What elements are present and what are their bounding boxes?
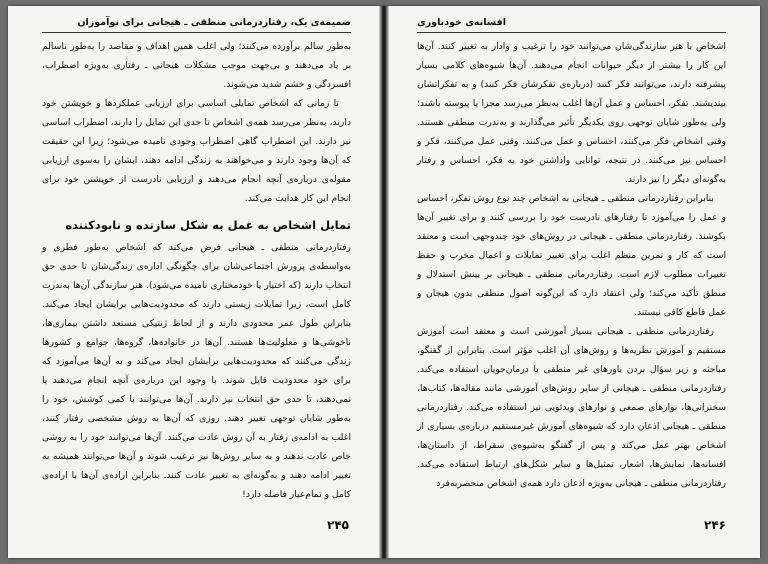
book-gutter xyxy=(379,6,389,558)
paragraph: بنابراین رفتاردرمانی منطقی ـ هیجانی به اشخاص چند نوع روش تفکر، احساس و عمل را می‌آموزد تا رفتارهای نادرست خود را بررسی کنند و برای تغییر آن‌ها بکوشند. رفتاردرمانی منطقی ـ هیجانی در روش‌های خود چندوجهی است و معتقد است که کار و تمرین منظم اغلب برای تغییر تمایلات و اعمال مخرب و حفظ تغییرات مطلوب لازم است. رفتاردرمانی منطقی ـ هیجانی بر بینش استدلال و منطق تأکید می‌کند؛ ولی اعتقاد دارد که این‌گونه اصول منطقی بدون هیجان و عمل قاطع کافی نیستند. xyxy=(417,193,726,318)
page-number: ۲۴۶ xyxy=(704,518,726,532)
book-spread xyxy=(8,6,760,558)
left-page xyxy=(8,6,379,558)
paragraph: رفتاردرمانی منطقی ـ هیجانی بسیار آموزشی است و معتقد است آموزش مستقیم و آموزش نظریه‌ها و روش‌های آن اغلب مؤثر است. بنابراین از گفتگو، مباحثه و زیر سؤال بردن باورهای غیر منطقی با درمان‌جویان استفاده می‌کند. رفتاردرمانی منطقی ـ هیجانی از سایر روش‌های آموزشی مانند مقاله‌ها، کتاب‌ها، سخنرانی‌ها، نوارهای صمعی و نوارهای ویدئویی نیز استفاده می‌کند. رفتاردرمانی منطقی ـ هیجانی اذعان دارد که شیوه‌های آموزش غیرمستقیم درباره‌ی بسیاری از اشخاص بهتر عمل می‌کند و پس از گفتگو به‌شیوه‌ی سقراط، از داستان‌ها، افسانه‌ها، نمایش‌ها، اشعار، تمثیل‌ها و سایر شکل‌های ارتباط استفاده می‌کند. رفتاردرمانی منطقی ـ هیجانی به‌ویژه اذعان دارد همه‌ی اشخاص منحصربه‌فرد xyxy=(417,326,726,489)
page-body xyxy=(417,37,726,493)
page-body xyxy=(42,37,351,504)
paragraph: اشخاص با هنر سازندگی‌شان می‌توانند خود را ترغیب و وادار به تغییر کنند. آن‌ها این کار را بیشتر از دیگر حیوانات انجام می‌دهند. آن‌ها شیوه‌های کلامی بسیار پیشرفته دارند، می‌توانند فکر کنند (درباره‌ی تفکرشان فکر کنند) و به تفکراتشان بیندیشند. تفکر، احساس و عمل آن‌ها اغلب به‌نظر می‌رسد مجزا یا پیوسته باشند؛ ولی به‌طور شایان توجهی روی یکدیگر تأثیر می‌گذارند و به‌ندرت منطقی هستند. وقتی اشخاص فکر می‌کنند، احساس و عمل می‌کنند. وقتی عمل می‌کنند، فکر و احساس نیز می‌کنند. در نتیجه، توانایی واداشتن خود به فکر، احساس و رفتار به‌گونه‌ای دیگر را نیز دارند. xyxy=(417,41,726,185)
page-number: ۲۴۵ xyxy=(327,518,349,532)
running-head: افسانه‌ی خودباوری xyxy=(417,16,726,33)
paragraph: به‌طور سالم برآورده می‌کنند؛ ولی اغلب همین اهداف و مقاصد را به‌طور ناسالم بر یاد می‌دهند و بی‌جهت موجب مشکلات هیجانی ـ رفتاری به‌ویژه اضطراب، افسردگی و خشم شدید می‌شوند. xyxy=(42,41,351,90)
section-heading: تمایل اشخاص به عمل به شکل سازنده و نابودکننده xyxy=(65,218,351,232)
right-page xyxy=(389,6,760,558)
running-head: ضمیمه‌ی یک، رفتاردرمانی منطقی ـ هیجانی برای نوآموزان xyxy=(42,16,351,33)
paragraph: تا زمانی که اشخاص تمایلی اساسی برای ارزیابی عملکردها و خویشتن خود دارند، به‌نظر می‌رسد همه‌ی اشخاص تا حدی این تمایل را دارند، اضطراب اساسی نیز دارند. این اضطراب گاهی اضطراب وجودی نامیده می‌شود؛ زیرا این حقیقت که آن‌ها وجود دارند و می‌خواهند به زندگی ادامه دهند، ایشان را به‌سوی ارزیابی مقوله‌ی درباره‌ی آنچه انجام می‌دهند و ارزیابی نادرست از خویشتن خود برای انجام این کار هدایت می‌کند. xyxy=(42,98,351,204)
paragraph: رفتاردرمانی منطقی ـ هیجانی فرض می‌کند که اشخاص به‌طور فطری و به‌واسطه‌ی پرورش اجتماعی‌شان برای چگونگی اداره‌ی زندگی‌شان تا حدی حق انتخاب دارند (که اختیار یا خودمختاری نامیده می‌شود). هنر سازندگی آن‌ها به‌ندرت کامل است، زیرا تمایلات زیستی دارند که محدودیت‌هایی برایشان ایجاد می‌کند. بنابراین طول عمر محدودی دارند و از لحاظ ژنتیکی مستعد داشتن بیماری‌ها، ناخوشی‌ها و معلولیت‌ها هستند. آن‌ها در خانواده‌ها، گروه‌ها، جوامع و کشورها زندگی می‌کنند که محدودیت‌هایی برایشان ایجاد می‌کند و به آن‌ها می‌آموزد که برای خود محدودیت قایل شوند. با وجود این درباره‌ی آنچه انجام می‌دهند یا نمی‌دهند، تا حدی حق انتخاب نیز دارند. آن‌ها می‌توانند با کمی کوشش، خود را به‌طور شایان توجهی تغییر دهند. روزی که آن‌ها به روش مشخصی رفتار کنند، اغلب به ادامه‌ی رفتار به آن روش عادت می‌کنند. آن‌ها می‌توانند خود را به روشی خاص عادت ندهند و به سایر روش‌ها نیز ترغیب شوند و آن‌ها می‌توانند همیشه به تغییر ادامه دهند و به‌گونه‌ای به تغییر عادت کنند. بنابراین اراده‌ی آن‌ها با اراده‌ی کامل و تمام‌عیار فاصله دارد! xyxy=(42,242,351,500)
